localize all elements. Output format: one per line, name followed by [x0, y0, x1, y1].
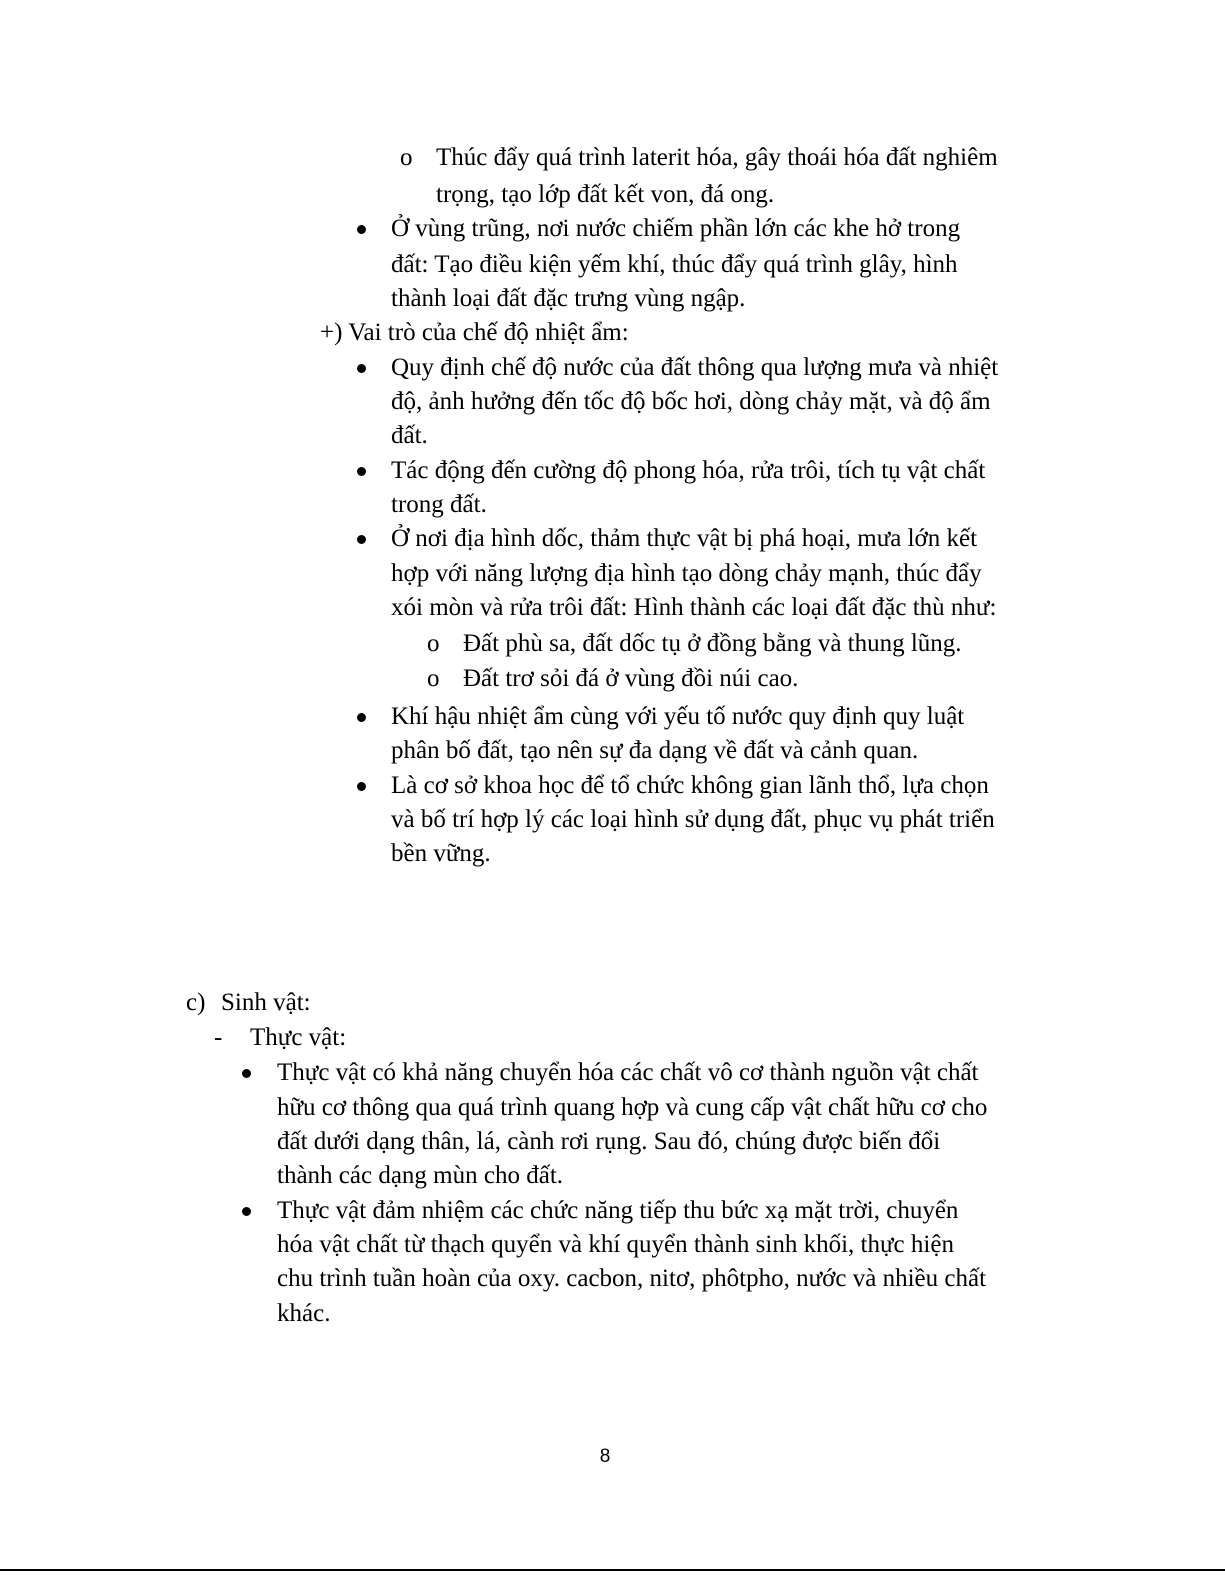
sub-bullet-line: Thúc đẩy quá trình laterit hóa, gây thoái hóa đất nghiêm	[436, 144, 998, 171]
bullet-line: Quy định chế độ nước của đất thông qua lượng mưa và nhiệt	[391, 354, 999, 381]
bullet-line: và bố trí hợp lý các loại hình sử dụng đất, phục vụ phát triển	[391, 806, 995, 833]
bullet-line: Là cơ sở khoa học để tổ chức không gian lãnh thổ, lựa chọn	[391, 772, 989, 799]
sub-bullet-line: Đất phù sa, đất dốc tụ ở đồng bằng và thung lũng.	[463, 630, 962, 657]
bullet-dot-icon	[357, 713, 366, 722]
subsection-title: Thực vật:	[250, 1024, 347, 1051]
page-number: 8	[599, 1446, 611, 1467]
bullet-line: bền vững.	[391, 840, 491, 867]
bullet-line: thành các dạng mùn cho đất.	[277, 1162, 564, 1189]
circle-bullet-icon: o	[427, 630, 440, 657]
sub-bullet-line: trọng, tạo lớp đất kết von, đá ong.	[436, 181, 775, 208]
bullet-line: trong đất.	[391, 491, 487, 518]
bullet-line: khác.	[277, 1300, 331, 1327]
circle-bullet-icon: o	[427, 665, 440, 692]
bullet-line: Ở nơi địa hình dốc, thảm thực vật bị phá hoại, mưa lớn kết	[391, 525, 978, 552]
bullet-dot-icon	[357, 225, 366, 234]
page-bottom-rule	[0, 1569, 1225, 1571]
section-title: Sinh vật:	[221, 989, 311, 1016]
bullet-dot-icon	[242, 1207, 251, 1216]
dash-marker: -	[214, 1024, 223, 1051]
section-heading: +) Vai trò của chế độ nhiệt ẩm:	[320, 319, 629, 346]
bullet-dot-icon	[357, 364, 366, 373]
circle-bullet-icon: o	[400, 144, 413, 171]
bullet-line: phân bố đất, tạo nên sự đa dạng về đất và cảnh quan.	[391, 737, 919, 764]
bullet-line: hợp với năng lượng địa hình tạo dòng chảy mạnh, thúc đẩy	[391, 560, 982, 587]
bullet-line: hữu cơ thông qua quá trình quang hợp và cung cấp vật chất hữu cơ cho	[277, 1094, 988, 1121]
bullet-line: Thực vật đảm nhiệm các chức năng tiếp thu bức xạ mặt trời, chuyển	[277, 1197, 959, 1224]
bullet-line: chu trình tuần hoàn của oxy. cacbon, nitơ, phôtpho, nước và nhiều chất	[277, 1265, 987, 1292]
bullet-line: đất.	[391, 422, 428, 449]
sub-bullet-line: Đất trơ sỏi đá ở vùng đồi núi cao.	[463, 665, 799, 692]
bullet-dot-icon	[357, 782, 366, 791]
bullet-dot-icon	[242, 1069, 251, 1078]
bullet-line: xói mòn và rửa trôi đất: Hình thành các loại đất đặc thù như:	[391, 594, 997, 621]
bullet-line: đất: Tạo điều kiện yếm khí, thúc đẩy quá trình glây, hình	[391, 251, 958, 278]
bullet-line: độ, ảnh hưởng đến tốc độ bốc hơi, dòng chảy mặt, và độ ẩm	[391, 388, 991, 415]
bullet-line: Ở vùng trũng, nơi nước chiếm phần lớn các khe hở trong	[391, 215, 961, 242]
bullet-line: Thực vật có khả năng chuyển hóa các chất vô cơ thành nguồn vật chất	[277, 1059, 979, 1086]
bullet-line: hóa vật chất từ thạch quyển và khí quyển thành sinh khối, thực hiện	[277, 1231, 954, 1258]
bullet-line: Tác động đến cường độ phong hóa, rửa trôi, tích tụ vật chất	[391, 457, 986, 484]
bullet-dot-icon	[357, 535, 366, 544]
bullet-dot-icon	[357, 467, 366, 476]
section-marker: c)	[186, 989, 206, 1016]
bullet-line: thành loại đất đặc trưng vùng ngập.	[391, 285, 746, 312]
bullet-line: đất dưới dạng thân, lá, cành rơi rụng. Sau đó, chúng được biến đổi	[277, 1128, 941, 1155]
bullet-line: Khí hậu nhiệt ẩm cùng với yếu tố nước quy định quy luật	[391, 703, 965, 730]
